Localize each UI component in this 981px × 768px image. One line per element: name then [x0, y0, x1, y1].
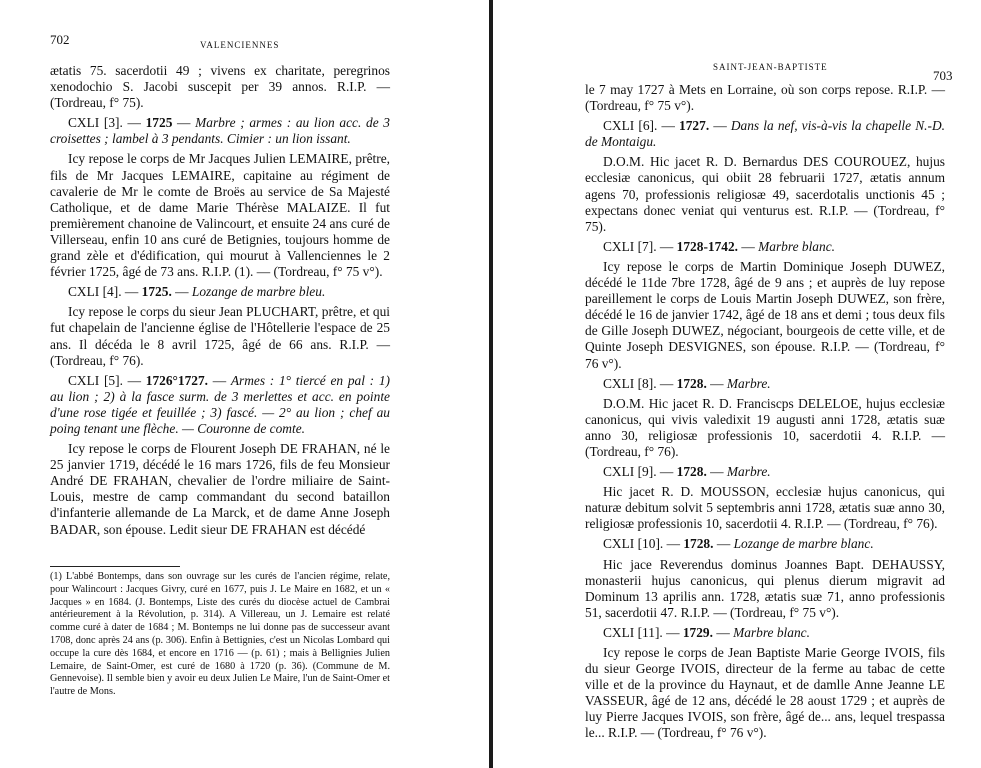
inscription-entry: CXLI [3]. — 1725 — Marbre ; armes : au lion acc. de 3 croisettes ; lambel à 3 pendants. Cimier : un lion issant. [50, 115, 390, 147]
entry-description: Marbre ; armes : au lion acc. de 3 croisettes ; lambel à 3 pendants. Cimier : un lion issant. [50, 115, 390, 147]
entry-date: 1727. [679, 118, 710, 134]
inscription-entry: CXLI [9]. — 1728. — Marbre. [603, 464, 771, 480]
entry-number: CXLI [6]. [603, 118, 658, 134]
entry-description: Armes : 1° tiercé en pal : 1) au lion ; 2) à la fasce surm. de 3 merlettes et acc. en pointe d'une rose tigée et feuillée ; 3) fascé. — 2° au lion ; chef au poing tenant une flèche. — Couronne de comte. [50, 372, 390, 436]
entry-date: 1728. [676, 464, 707, 480]
footnote: (1) L'abbé Bontemps, dans son ouvrage sur les curés de l'ancien régime, relate, pour Walincourt : Jacques Givry, curé en 1677, puis J. Le Maire en 1682, et un « Jacques » en 1684. (J. Bontemps, Liste des curés du diocèse actuel de Cambrai antérieurement à la Révolution, p. 314). A Villereau, un J. Lemaire est relaté comme curé à dater de 1684 ; M. Bontemps ne lui donne pas de successeur avant 1708, donc après 24 ans (p. 306). Enfin à Bettignies, c'est un Nicolas Lombard qui occupe la cure dès 1684, et encore en 1716 — (p. 61) ; mais à Bellignies Julien Lemaire, de Saint-Omer, est curé de 1680 à 1720 (p. 36). (Commune de M. Gennevoise). Il semble bien y avoir eu deux Julien Le Maire, l'un de Saint-Omer et l'autre de Mons. [50, 571, 390, 698]
running-head-right: SAINT-JEAN-BAPTISTE [713, 62, 828, 72]
entry-number: CXLI [11]. [603, 624, 663, 640]
entry-date: 1725. [141, 284, 172, 300]
right-text-column [585, 82, 945, 746]
entry-number: CXLI [10]. [603, 536, 664, 552]
entry-body: D.O.M. Hic jacet R. D. Franciscps DELELOE, hujus ecclesiæ canonicus, qui vivis valedixit 19 augusti anni 1728, ætatis suæ anno 30, religiosæ professionis 10, sacerdotii 4. R.I.P. — (Tordreau, f° 76). [585, 395, 945, 459]
entry-description: Marbre blanc. [758, 238, 835, 254]
entry-date: 1728. [683, 536, 714, 552]
entry-date: 1726°1727. [145, 372, 209, 388]
inscription-entry: CXLI [11]. — 1729. — Marbre blanc. [603, 624, 810, 640]
footnote-rule [50, 566, 180, 567]
inscription-entry: CXLI [4]. — 1725. — Lozange de marbre bleu. [68, 284, 326, 300]
inscription-entry: CXLI [6]. — 1727. — Dans la nef, vis-à-vis la chapelle N.-D. de Montaigu. [585, 118, 945, 150]
entry-body: Icy repose le corps du sieur Jean PLUCHART, prêtre, et qui fut chapelain de l'ancienne église de l'Hôtellerie l'espace de 25 ans. Il décéda le 8 avril 1725, âgé de 66 ans. R.I.P. — (Tordreau, f° 76). [50, 304, 390, 368]
entry-description: Lozange de marbre bleu. [191, 284, 326, 300]
entry-body: Icy repose le corps de Jean Baptiste Marie George IVOIS, fils du sieur George IVOIS, directeur de la ferme au tabac de cette ville et de la province du Haynaut, et de damlle Anne Jeanne LE VASSEUR, âgé de 12 ans, décédé le 28 aoust 1729 ; et auprès de luy Pierre Jacques IVOIS, son frère, âgé de... ans, lequel trespassa le... R.I.P. — (Tordreau, f° 76 v°). [585, 645, 945, 741]
entry-number: CXLI [4]. [68, 284, 122, 300]
entry-number: CXLI [8]. [603, 375, 657, 391]
entry-body: Icy repose le corps de Flourent Joseph DE FRAHAN, né le 25 janvier 1719, décédé le 16 mars 1726, fils de feu Monsieur André DE FRAHAN, chevalier de l'ordre miliaire de Saint-Louis, mestre de camp commandant du second bataillon d'infanterie allemande de La Marck, et de dame Anne Joseph BADAR, son épouse. Ledit sieur DE FRAHAN est décédé [50, 441, 390, 537]
entry-description: Dans la nef, vis-à-vis la chapelle N.-D. de Montaigu. [585, 118, 945, 150]
entry-body: Hic jacet R. D. MOUSSON, ecclesiæ hujus canonicus, qui naturæ debitum solvit 5 septembris anni 1728, ætatis suæ anno 30, religiosæ professionis 10, sacerdotii 4. R.I.P. — (Tordreau, f° 76). [585, 484, 945, 532]
page-number-right: 703 [933, 68, 953, 83]
entry-body: D.O.M. Hic jacet R. D. Bernardus DES COUROUEZ, hujus ecclesiæ canonicus, qui obiit 28 februarii 1727, ætatis annum agens 70, professionis religiosæ 49, sacerdotalis unctionis 45 ; expectans donec veniat qui venturus est. R.I.P. — (Tordreau, f° 75). [585, 154, 945, 234]
entry-body: Hic jace Reverendus dominus Joannes Bapt. DEHAUSSY, monasterii hujus canonicus, qui plenus dierum migravit ad Dominum 13 aprilis ann. 1728, ætatis suæ 71, anno professionis 51, sacerdotii 47. R.I.P. — (Tordreau, f° 75 v°). [585, 556, 945, 620]
left-page [0, 0, 490, 768]
right-page [493, 0, 981, 768]
entry-description: Marbre. [726, 464, 771, 480]
inscription-entry: CXLI [7]. — 1728-1742. — Marbre blanc. [603, 238, 835, 254]
entry-body: Icy repose le corps de Martin Dominique Joseph DUWEZ, décédé le 11de 7bre 1728, âgé de 9 ans ; et auprès de luy repose pareillement le corps de Louis Martin Joseph DUWEZ, son frère, décédé le 16 de janvier 1742, âgé de 18 ans et demi ; tous deux fils de Gille Joseph DUWEZ, négociant, bourgeois de cette ville, et de Quinte Joseph DESVIGNES, son épouse. R.I.P. — (Tordreau, f° 76 v°). [585, 258, 945, 371]
entry-description: Marbre blanc. [733, 624, 810, 640]
entry-date: 1728. [676, 375, 707, 391]
left-text-column [50, 63, 390, 542]
entry-number: CXLI [3]. [68, 115, 123, 131]
entry-date: 1729. [682, 624, 713, 640]
entry-date: 1725 [145, 115, 173, 131]
page-number-left: 702 [50, 32, 70, 47]
inscription-entry: CXLI [5]. — 1726°1727. — Armes : 1° tiercé en pal : 1) au lion ; 2) à la fasce surm. de 3 merlettes et acc. en pointe d'une rose tigée et feuillée ; 3) fascé. — 2° au lion ; chef au poing tenant une flèche. — Couronne de comte. [50, 372, 390, 436]
running-head-left: VALENCIENNES [200, 40, 280, 50]
continuation-text: le 7 may 1727 à Mets en Lorraine, où son corps repose. R.I.P. — (Tordreau, f° 75 v°). [585, 82, 945, 114]
entry-number: CXLI [9]. [603, 464, 657, 480]
inscription-entry: CXLI [10]. — 1728. — Lozange de marbre blanc. [603, 536, 874, 552]
entry-body: Icy repose le corps de Mr Jacques Julien LEMAIRE, prêtre, fils de Mr Jacques LEMAIRE, capitaine au régiment de cavalerie de Mr le comte de Broës au service de Sa Majesté Catholique, et de dame Marie Thérèse MALAIZE. Il fut premièrement chanoine de Valincourt, et ensuite 24 ans curé de Villerseau, enfin 10 ans curé de Betignies, toujours homme de grand zèle et d'édification, qui mourut à Vallenciennes le 2 février 1725, âgé de 73 ans. R.I.P. (1). — (Tordreau, f° 75 v°). [50, 151, 390, 280]
entry-description: Marbre. [726, 375, 771, 391]
inscription-entry: CXLI [8]. — 1728. — Marbre. [603, 375, 771, 391]
entry-description: Lozange de marbre blanc. [733, 536, 874, 552]
continuation-text: ætatis 75. sacerdotii 49 ; vivens ex charitate, peregrinos xenodochio S. Jacobi suscepit per 39 annos. R.I.P. — (Tordreau, f° 75). [50, 63, 390, 111]
entry-number: CXLI [7]. [603, 238, 657, 254]
entry-date: 1728-1742. [676, 238, 739, 254]
entry-number: CXLI [5]. [68, 372, 123, 388]
